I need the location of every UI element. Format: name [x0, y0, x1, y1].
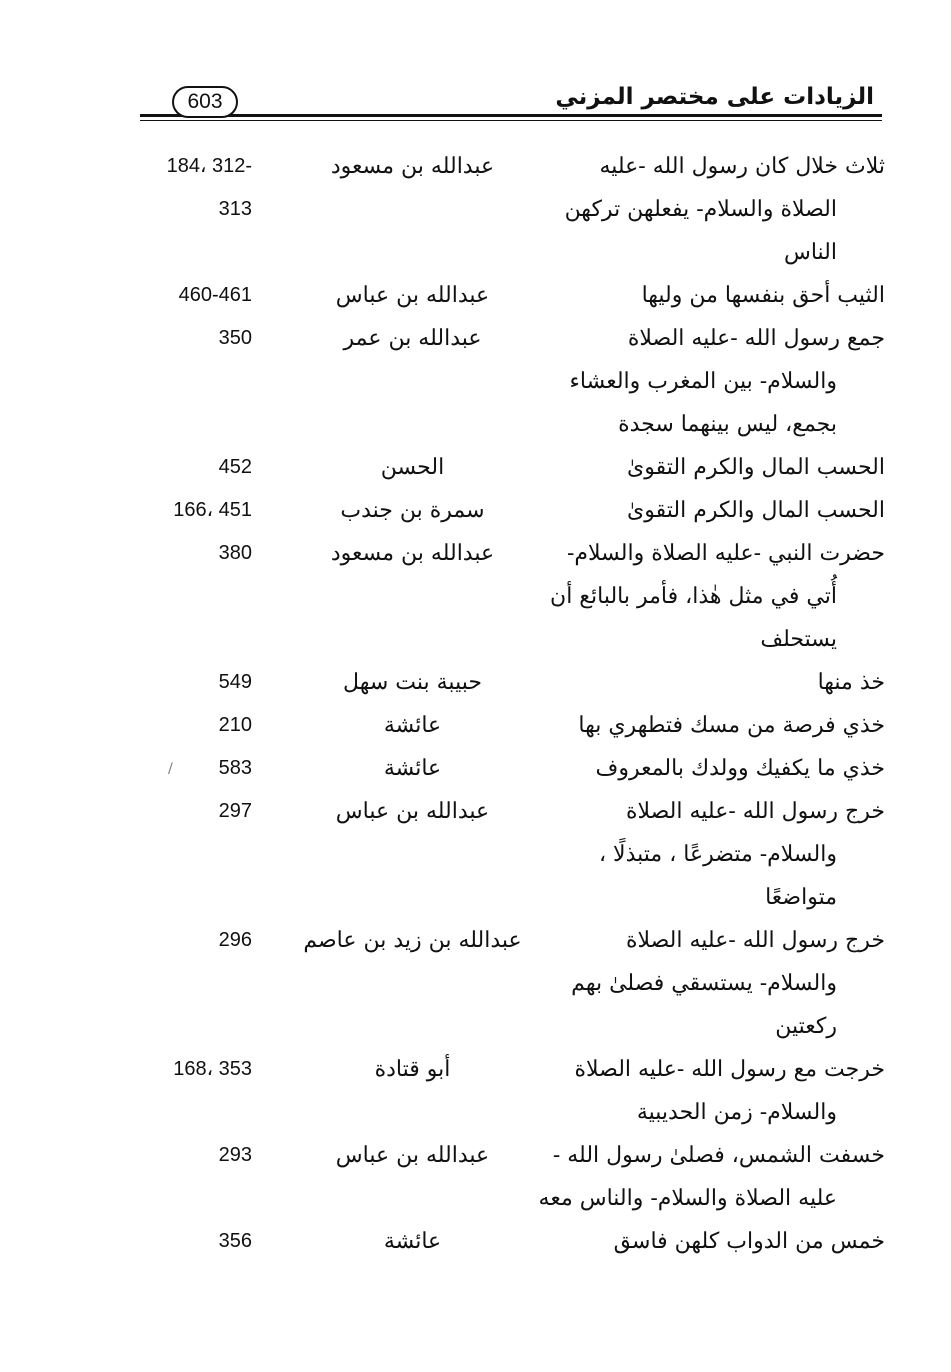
page-references	[160, 747, 300, 790]
page-reference-line: 210	[218, 714, 252, 736]
page-references	[160, 919, 300, 962]
page-number: 603	[172, 86, 238, 118]
page-reference-line: 313	[218, 198, 252, 220]
hadith-text-line: يستحلف	[760, 627, 837, 652]
page-header	[140, 84, 882, 124]
hadith-text	[525, 919, 885, 1048]
page-reference-line: 350	[218, 327, 252, 349]
page-references	[160, 661, 300, 704]
index-entry	[150, 145, 885, 274]
hadith-text	[525, 1220, 885, 1263]
page-references	[160, 704, 300, 747]
index-entry	[150, 661, 885, 704]
narrator: عبدالله بن عباس	[335, 799, 490, 824]
hadith-text	[525, 747, 885, 790]
index-entry	[150, 919, 885, 1048]
header-rule-thick	[140, 114, 882, 117]
hadith-text-line: ركعتين	[775, 1014, 837, 1039]
hadith-text-line: خرج رسول الله -عليه الصلاة	[625, 928, 885, 953]
page-references	[160, 446, 300, 489]
narrator: عبدالله بن عمر	[343, 326, 482, 351]
page-reference-line: 168، 353	[173, 1058, 252, 1080]
hadith-text-line: الثيب أحق بنفسها من وليها	[641, 283, 885, 308]
index-entry	[150, 790, 885, 919]
hadith-text-line: متواضعًا	[765, 885, 837, 910]
page-reference-line: 293	[218, 1144, 252, 1166]
hadith-text	[525, 446, 885, 489]
page-reference-line: 184، 312-	[166, 155, 252, 177]
page-reference-line: 452	[218, 456, 252, 478]
narrator: عبدالله بن زيد بن عاصم	[303, 928, 522, 953]
hadith-text	[525, 1134, 885, 1220]
hadith-text-line: والسلام- زمن الحديبية	[636, 1100, 837, 1125]
hadith-text-line: الحسب المال والكرم التقوىٰ	[627, 455, 885, 480]
page-references	[160, 274, 300, 317]
page-references	[160, 1220, 300, 1263]
page-reference-line: 380	[218, 542, 252, 564]
narrator: حبيبة بنت سهل	[343, 670, 482, 695]
narrator: عبدالله بن عباس	[335, 283, 490, 308]
index-entry	[150, 274, 885, 317]
narrator: عائشة	[383, 756, 442, 781]
hadith-text-line: ثلاث خلال كان رسول الله -عليه	[599, 154, 885, 179]
page-references	[160, 317, 300, 360]
page-reference-line: 583	[218, 757, 252, 779]
hadith-text-line: بجمع، ليس بينهما سجدة	[618, 412, 837, 437]
hadith-text-line: والسلام- بين المغرب والعشاء	[569, 369, 837, 394]
hadith-text	[525, 790, 885, 919]
narrator: الحسن	[380, 455, 445, 480]
hadith-text	[525, 145, 885, 274]
header-rule-thin	[140, 120, 882, 121]
narrator: عبدالله بن مسعود	[330, 541, 495, 566]
narrator: عبدالله بن عباس	[335, 1143, 490, 1168]
page-reference-line: 166، 451	[173, 499, 252, 521]
hadith-text-line: خذي ما يكفيك وولدك بالمعروف	[595, 756, 885, 781]
index-entry	[150, 489, 885, 532]
hadith-text-line: عليه الصلاة والسلام- والناس معه	[538, 1186, 837, 1211]
book-title: الزيادات على مختصر المزني	[555, 84, 874, 110]
hadith-text-line: خمس من الدواب كلهن فاسق	[613, 1229, 885, 1254]
hadith-text	[525, 532, 885, 661]
page-references	[160, 790, 300, 833]
narrator: عائشة	[383, 713, 442, 738]
narrator: أبو قتادة	[374, 1057, 451, 1082]
hadith-text-line: خرج رسول الله -عليه الصلاة	[625, 799, 885, 824]
hadith-text-line: أُتي في مثل هٰذا، فأمر بالبائع أن	[550, 584, 837, 609]
hadith-text-line: خذي فرصة من مسك فتطهري بها	[578, 713, 885, 738]
hadith-text-line: الناس	[783, 240, 837, 265]
hadith-text	[525, 274, 885, 317]
hadith-text-line: حضرت النبي -عليه الصلاة والسلام-	[566, 541, 885, 566]
page-reference-line: 460-461	[178, 284, 252, 306]
index-entry	[150, 1220, 885, 1263]
page-references	[160, 489, 300, 532]
hadith-text	[525, 317, 885, 446]
index-entry	[150, 1134, 885, 1220]
page-references	[160, 532, 300, 575]
narrator: عائشة	[383, 1229, 442, 1254]
page-references	[160, 1134, 300, 1177]
page-reference-line: 549	[218, 671, 252, 693]
narrator: عبدالله بن مسعود	[330, 154, 495, 179]
hadith-text-line: جمع رسول الله -عليه الصلاة	[627, 326, 885, 351]
hadith-text	[525, 1048, 885, 1134]
hadith-text	[525, 489, 885, 532]
page-references	[160, 1048, 300, 1091]
narrator: سمرة بن جندب	[340, 498, 485, 523]
hadith-text-line: خذ منها	[817, 670, 885, 695]
index-entry	[150, 747, 885, 790]
hadith-text	[525, 661, 885, 704]
hadith-text-line: خسفت الشمس، فصلىٰ رسول الله -	[552, 1143, 885, 1168]
hadith-text-line: والسلام- يستسقي فصلىٰ بهم	[571, 971, 837, 996]
index-entry	[150, 317, 885, 446]
index-entry	[150, 446, 885, 489]
hadith-index-list	[150, 145, 885, 1263]
hadith-text	[525, 704, 885, 747]
hadith-text-line: الصلاة والسلام- يفعلهن تركهن	[564, 197, 837, 222]
page-reference-line: 296	[218, 929, 252, 951]
page-references	[160, 145, 300, 231]
index-entry	[150, 1048, 885, 1134]
index-entry	[150, 532, 885, 661]
page-reference-line: 356	[218, 1230, 252, 1252]
margin-mark: /	[168, 761, 173, 777]
hadith-text-line: والسلام- متضرعًا ، متبذلًا ،	[598, 842, 837, 867]
hadith-text-line: خرجت مع رسول الله -عليه الصلاة	[574, 1057, 885, 1082]
page-reference-line: 297	[218, 800, 252, 822]
hadith-text-line: الحسب المال والكرم التقوىٰ	[627, 498, 885, 523]
index-entry	[150, 704, 885, 747]
